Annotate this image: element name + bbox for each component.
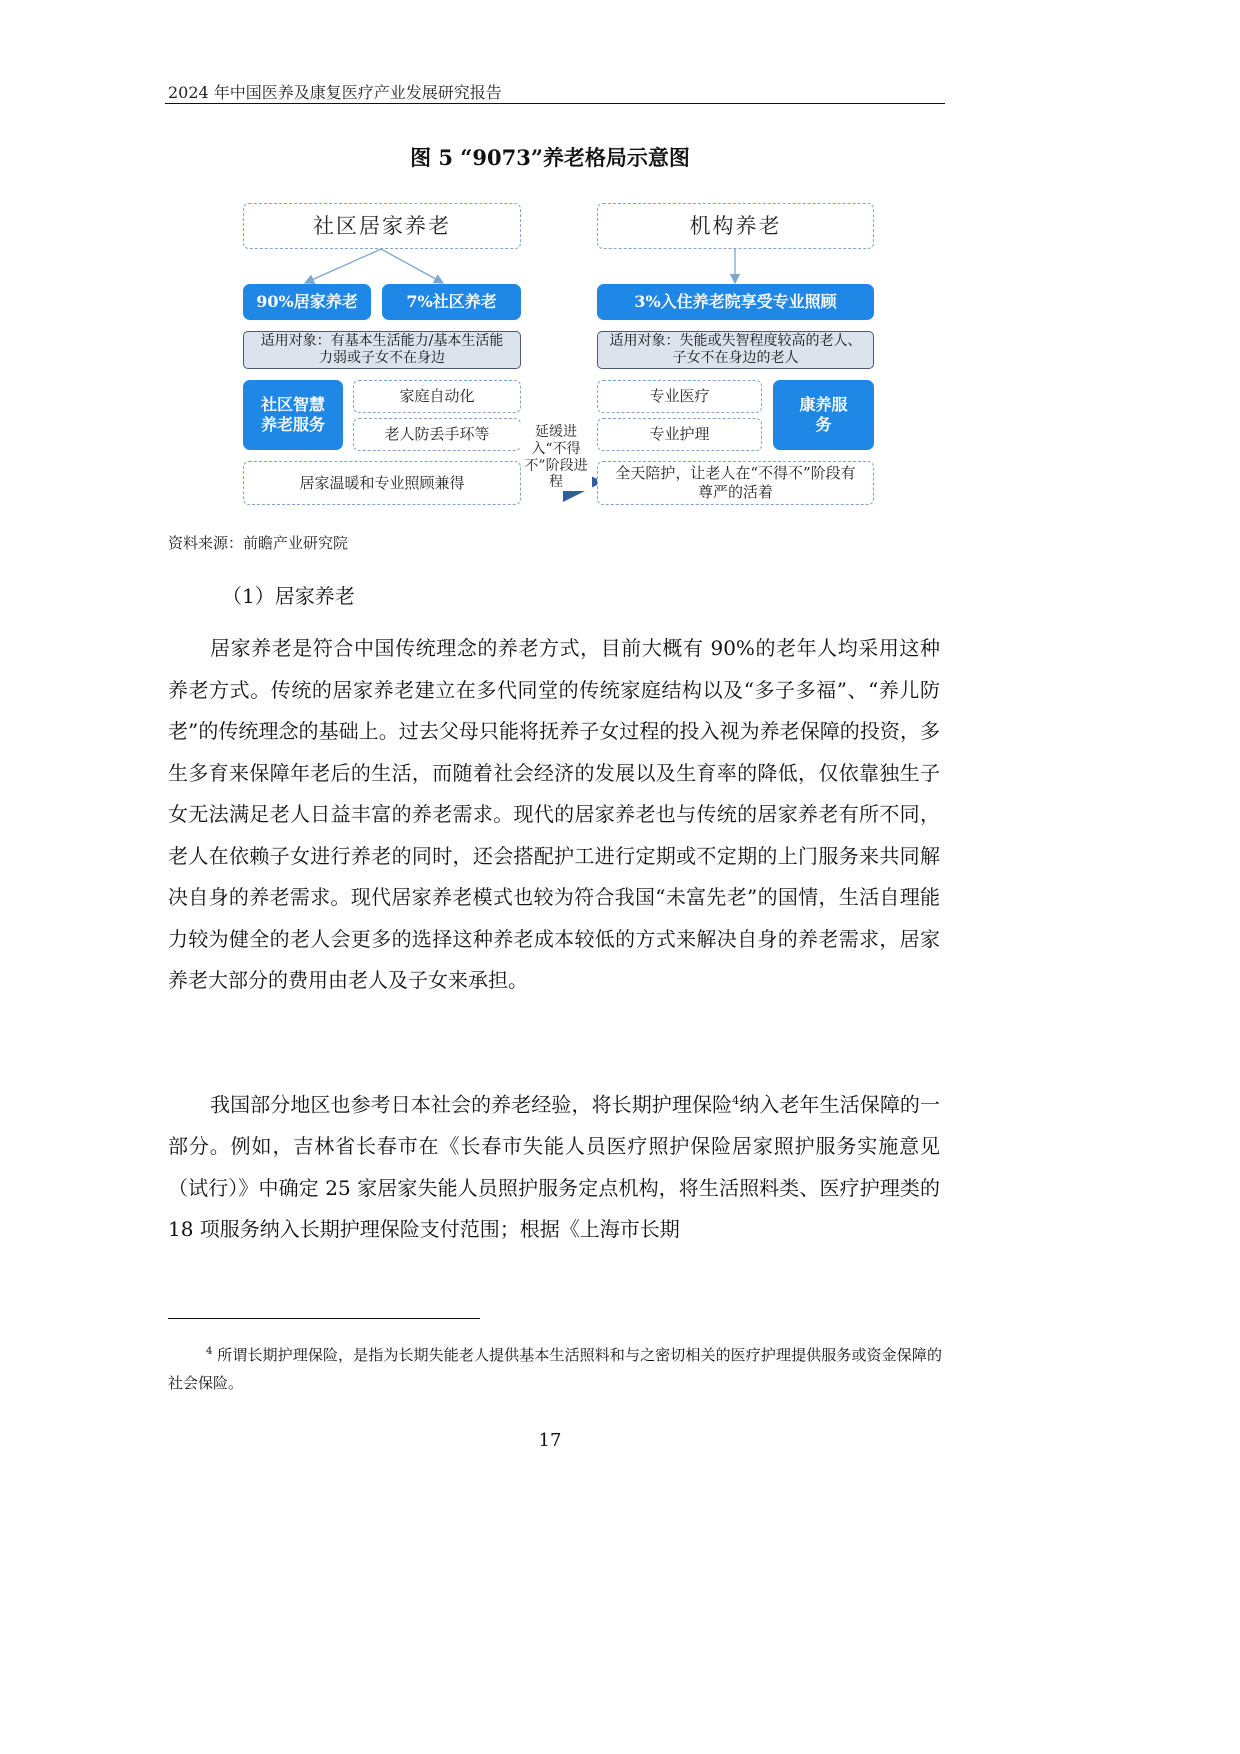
body-paragraph-1: 居家养老是符合中国传统理念的养老方式，目前大概有 90%的老年人均采用这种养老方式。传统的居家养老建立在多代同堂的传统家庭结构以及“多子多福”、“养儿防老”的传统理念的基础上。过去父母只能将抚养子女过程的投入视为养老保障的投资，多生多育来保障年老后的生活，而随着社会经济的发展以及生育率的降低，仅依靠独生子女无法满足老人日益丰富的养老需求。现代的居家养老也与传统的居家养老有所不同，老人在依赖子女进行养老的同时，还会搭配护工进行定期或不定期的上门服务来共同解决自身的养老需求。现代居家养老模式也较为符合我国“未富先老”的国情，生活自理能力较为健全的老人会更多的选择这种养老成本较低的方式来解决自身的养老需求，居家养老大部分的费用由老人及子女来承担。 [168,636,940,992]
paragraph-2-part-1: 我国部分地区也参考日本社会的养老经验，将长期护理保险 [210,1092,733,1117]
institution-care-group: 机构养老 [597,203,874,249]
figure-source: 资料来源：前瞻产业研究院 [168,534,349,552]
community-care-7-box: 7%社区养老 [382,284,521,320]
anti-lost-ring-box: 老人防丢手环等 [353,418,521,451]
footnote [168,1338,942,1397]
professional-nursing-box: 专业护理 [597,418,762,451]
footnote-number: 4 [206,1346,213,1357]
paragraph-2-part-2: 纳入老年生活保障的一部分。例如，吉林省长春市在《长春市失能人员医疗照护保险居家照护服务实施意见（试行）》中确定 25 家居家失能人员照护服务定点机构，将生活照料类、医疗护理类的 18 项服务纳入长期护理保险支付范围；根据《上海市长期 [168,1092,941,1242]
footnote-rule [168,1318,480,1319]
institution-care-3-box: 3%入住养老院享受专业照顾 [597,284,874,320]
home-care-90-box: 90%居家养老 [243,284,371,320]
home-automation-box: 家庭自动化 [353,380,521,413]
connector-left-to-community [381,249,443,283]
footnote-ref: 4 [732,1094,740,1107]
home-warmth-box: 居家温暖和专业照顾兼得 [243,461,521,505]
professional-medical-box: 专业医疗 [597,380,762,413]
section-heading: （1）居家养老 [222,584,355,608]
community-home-care-group: 社区居家养老 [243,203,521,249]
right-target-group-box: 适用对象：失能或失智程度较高的老人、子女不在身边的老人 [597,331,874,369]
smart-elderly-service-box: 社区智慧养老服务 [243,380,343,450]
page-number: 17 [538,1430,562,1451]
footnote-text: 所谓长期护理保险，是指为长期失能老人提供基本生活照料和与之密切相关的医疗护理提供服务或资金保障的社会保险。 [168,1346,942,1392]
figure-title: 图 5 “9073”养老格局示意图 [410,145,690,170]
transition-label: 延缓进入“不得不”阶段进程 [520,424,592,491]
running-header: 2024 年中国医养及康复医疗产业发展研究报告 [168,83,502,102]
all-day-care-box: 全天陪护，让老人在“不得不”阶段有尊严的活着 [597,461,874,505]
rehab-service-box: 康养服务 [773,380,874,450]
left-target-group-box: 适用对象：有基本生活能力/基本生活能力弱或子女不在身边 [243,331,521,369]
body-paragraph-2 [168,1080,940,1251]
connector-left-to-home [305,249,381,283]
